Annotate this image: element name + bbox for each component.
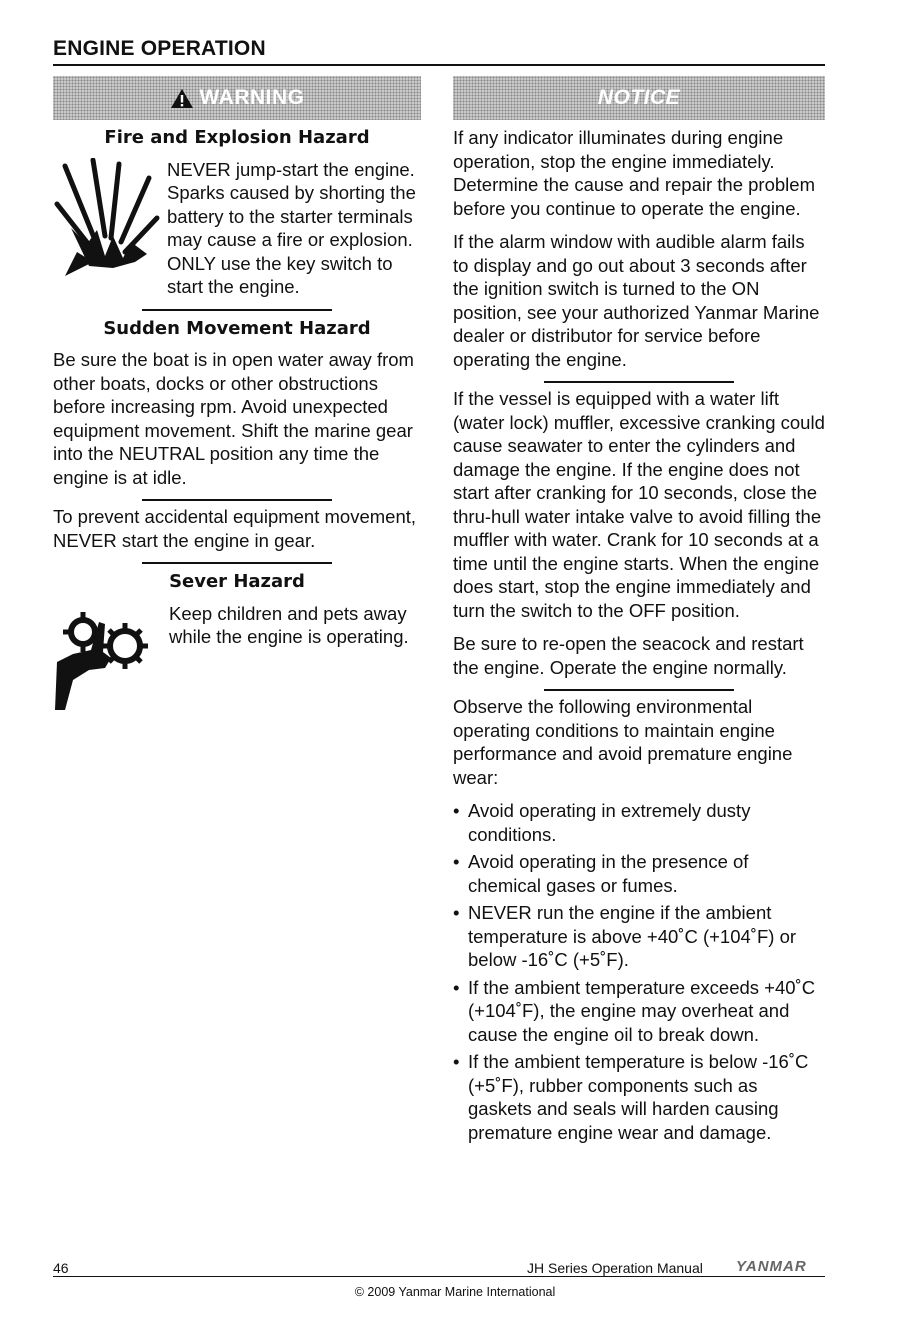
notice-paragraph-indicator: If any indicator illuminates during engine operation, stop the engine immediately. Determine the cause and repair the problem before you continue to operate the engine.: [453, 127, 815, 219]
fire-hazard-title: Fire and Explosion Hazard: [104, 127, 370, 148]
divider: [544, 381, 734, 383]
notice-paragraph-environment: Observe the following environmental operating conditions to maintain engine performance and avoid premature engine wear:: [453, 696, 793, 788]
list-item: • If the ambient temperature exceeds +40˚C (+104˚F), the engine may overheat and cause the engine oil to break down.: [453, 976, 825, 1047]
section-title: ENGINE OPERATION: [53, 37, 825, 66]
notice-banner-label: NOTICE: [597, 86, 681, 110]
divider: [142, 309, 332, 311]
list-item: • NEVER run the engine if the ambient temperature is above +40˚C (+104˚F) or below -16˚C (+5˚F).: [453, 901, 825, 972]
list-item: • Avoid operating in the presence of chemical gases or fumes.: [453, 850, 825, 897]
environment-conditions-list: [453, 799, 825, 1144]
sever-hazard-block: [53, 602, 421, 712]
sudden-movement-text-2: To prevent accidental equipment movement, NEVER start the engine in gear.: [53, 506, 417, 551]
notice-column: [453, 76, 825, 1148]
divider: [142, 562, 332, 564]
sudden-movement-text: Be sure the boat is in open water away from other boats, docks or other obstructions before increasing rpm. Avoid unexpected equipment movement. Shift the marine gear into the NEUTRAL position any time the engine is at idle.: [53, 349, 414, 488]
notice-banner: [453, 76, 825, 120]
sudden-movement-hazard-title: Sudden Movement Hazard: [103, 317, 371, 339]
notice-paragraph-seacock: Be sure to re-open the seacock and restart the engine. Operate the engine normally.: [453, 633, 804, 678]
explosion-icon: [53, 158, 161, 278]
gear-hand-hazard-icon: [53, 602, 163, 712]
notice-paragraph-alarm: If the alarm window with audible alarm fails to display and go out about 3 seconds after the ignition switch is turned to the ON position, see your authorized Yanmar Marine dealer or distributor for service before operating the engine.: [453, 231, 820, 370]
sever-hazard-text: Keep children and pets away while the engine is operating.: [169, 602, 409, 647]
footer-divider: [53, 1276, 825, 1277]
warning-column: [53, 76, 421, 712]
list-item: • If the ambient temperature is below -16˚C (+5˚F), rubber components such as gaskets and seals will harden causing premature engine wear and damage.: [453, 1050, 825, 1144]
divider: [544, 689, 734, 691]
divider: [142, 499, 332, 501]
warning-banner: [53, 76, 421, 120]
fire-hazard-block: [53, 158, 421, 299]
sever-hazard-title: Sever Hazard: [169, 571, 305, 592]
manual-title: JH Series Operation Manual: [527, 1260, 703, 1276]
page-number: 46: [53, 1260, 69, 1276]
warning-banner-label: WARNING: [199, 86, 305, 110]
notice-paragraph-muffler: If the vessel is equipped with a water lift (water lock) muffler, excessive cranking could cause seawater to enter the cylinders and damage the engine. If the engine does not start after cranking for 10 seconds, close the thru-hull water intake valve to avoid filling the muffler with water. Crank for 10 seconds at a time until the engine starts. When the engine does start, stop the engine immediately and turn the switch to the OFF position.: [453, 388, 825, 621]
fire-hazard-text: NEVER jump-start the engine. Sparks caused by shorting the battery to the starter terminals may cause a fire or explosion. ONLY use the key switch to start the engine.: [167, 158, 416, 297]
copyright: © 2009 Yanmar Marine International: [354, 1285, 556, 1299]
warning-triangle-icon: [170, 88, 194, 109]
list-item: • Avoid operating in extremely dusty conditions.: [453, 799, 825, 846]
brand-logo: YANMAR: [736, 1258, 807, 1275]
